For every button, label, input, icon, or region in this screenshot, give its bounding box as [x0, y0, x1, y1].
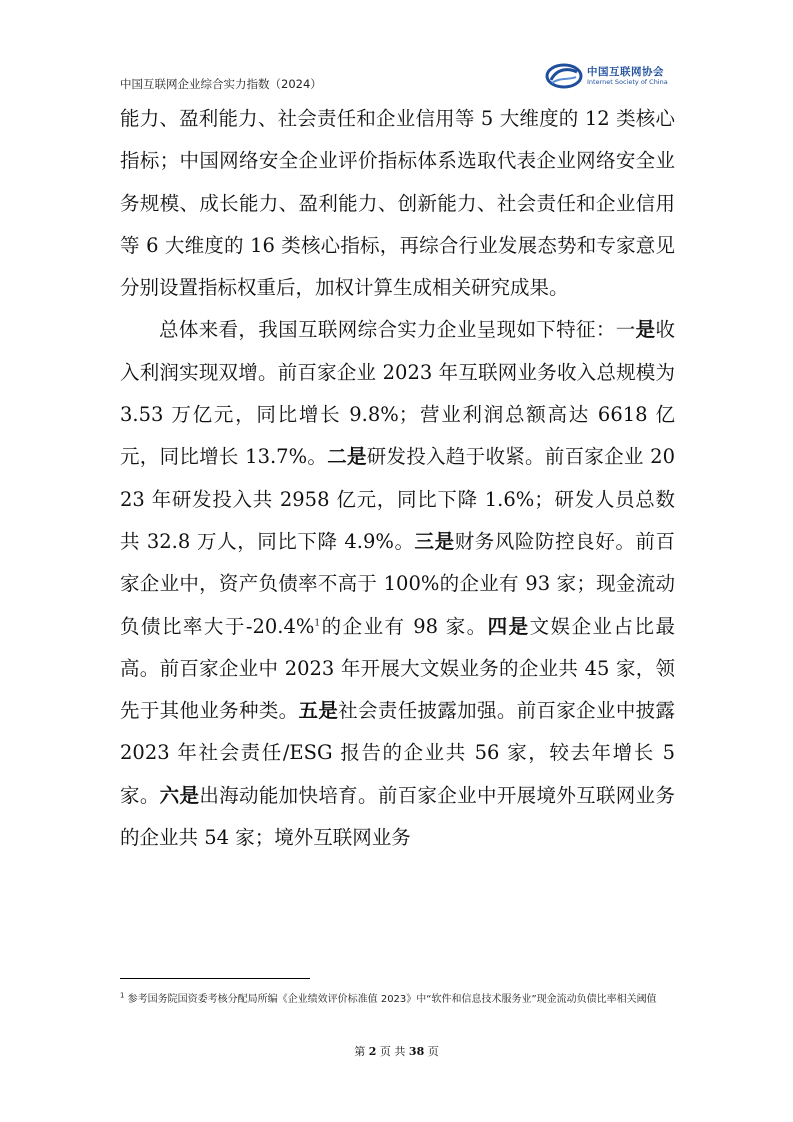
feature-2-text: 研发投入趋于收紧。前百家企业 2023 年研发投入共 2958 亿元，同比下降 1.6%；研发人员总数共 32.8 万人，同比下降 4.9%。 [120, 445, 675, 553]
feature-5-heading: 五是 [298, 699, 339, 723]
feature-4-text: 文娱企业占比最高。前百家企业中 2023 年开展大文娱业务的企业共 45 家，领先于其他业务种类。 [120, 614, 675, 723]
current-page: 2 [368, 1045, 377, 1058]
feature-2-heading: 二是 [327, 445, 367, 469]
total-pages: 38 [408, 1045, 425, 1058]
footnote-divider [120, 978, 310, 979]
footnote-number: 1 [120, 991, 125, 1000]
paragraph-2 [120, 309, 675, 859]
footnote [120, 990, 675, 1009]
feature-1-text: 收入利润实现双增。前百家企业 2023 年互联网业务收入总规模为 3.53 万亿元，同比增长 9.8%；营业利润总额高达 6618 亿元，同比增长 13.7%。 [120, 318, 675, 469]
paragraph-1: 能力、盈利能力、社会责任和企业信用等 5 大维度的 12 类核心指标；中国网络安全企业评价指标体系选取代表企业网络安全业务规模、成长能力、盈利能力、创新能力、社会责任和企业信用等 6 大维度的 16 类核心指标，再综合行业发展态势和专家意见分别设置指标权重后，加权计算生成相关研究成果。 [120, 107, 675, 300]
feature-3-heading: 三是 [414, 529, 455, 553]
feature-4-heading: 四是 [487, 614, 530, 638]
logo-en-text: Internet Society of China [587, 78, 668, 86]
footnote-text: 参考国务院国资委考核分配局所编《企业绩效评价标准值 2023》中“软件和信息技术服务业”现金流动负债比率相关阈值 [124, 994, 657, 1005]
page-prefix: 第 [354, 1045, 369, 1058]
header-title: 中国互联网企业综合实力指数（2024） [120, 77, 322, 91]
feature-1-heading: 是 [635, 318, 656, 342]
isc-globe-logo-icon [545, 63, 583, 89]
p2-intro: 总体来看，我国互联网综合实力企业呈现如下特征：一 [159, 318, 636, 342]
feature-6-heading: 六是 [159, 783, 200, 807]
page-header [120, 62, 675, 96]
logo-cn-text: 中国互联网协会 [587, 66, 664, 78]
feature-5-text: 社会责任披露加强。前百家企业中披露 2023 年社会责任/ESG 报告的企业共 56 家，较去年增长 5 家。 [120, 699, 675, 807]
page-middle: 页 共 [376, 1045, 409, 1058]
main-body [120, 98, 675, 859]
feature-3-text-b: 的企业有 98 家。 [320, 614, 488, 638]
feature-3-text-a: 财务风险防控良好。前百家企业中，资产负债率不高于 100%的企业有 93 家；现金流动负债比率大于-20.4% [120, 529, 675, 638]
footnote-ref[interactable]: 1 [314, 618, 321, 629]
feature-6-text: 出海动能加快培育。前百家企业中开展境外互联网业务的企业共 54 家；境外互联网业务 [120, 783, 675, 850]
page-suffix: 页 [424, 1045, 439, 1058]
page-number [0, 1043, 793, 1059]
isc-logo [545, 62, 675, 92]
